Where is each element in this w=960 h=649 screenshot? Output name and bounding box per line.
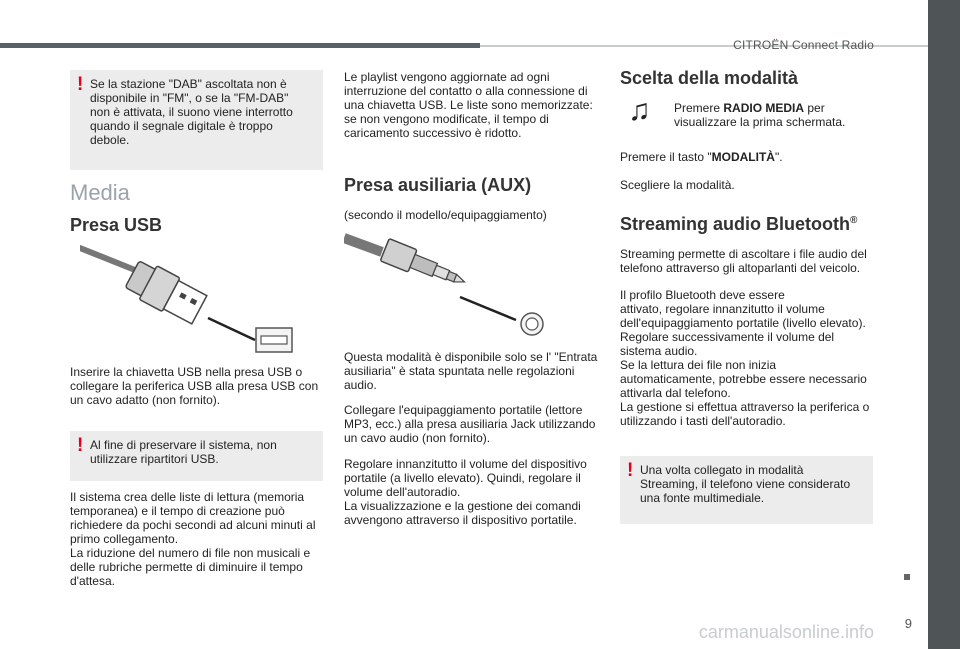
bluetooth-text-2: Il profilo Bluetooth deve essere attivato, regolare innanzitutto il volume dell'equipaggiamento portatile (livello elevato). Regolare successivamente il volume del sistema audio. Se la lettura dei file non inizia automaticamente, potrebbe essere necessario attivarla dal telefono. La gestione si effettua attraverso la periferica o utilizzando i tasti dell'autoradio. — [620, 288, 870, 428]
press-radio-media-text: Premere RADIO MEDIA per visualizzare la prima schermata. — [674, 101, 846, 129]
press-mode-key-text: Premere il tasto "MODALITÀ". — [620, 150, 783, 164]
aux-text-3: Regolare innanzitutto il volume del dispositivo portatile (a livello elevato). Quindi, regolare il volume dell'autoradio. La visualizzazione e la gestione dei comandi avvengono attraverso il dispositivo portatile. — [344, 457, 587, 527]
radio-media-key: RADIO MEDIA — [723, 101, 805, 115]
section-title-media: Media — [70, 180, 130, 205]
bluetooth-title: Streaming audio Bluetooth® — [620, 214, 858, 234]
usb-title: Presa USB — [70, 215, 163, 235]
page-marker — [904, 574, 910, 580]
warning-note-usb — [70, 431, 323, 481]
page-number: 9 — [904, 616, 912, 631]
warning-icon: ! — [77, 74, 84, 95]
bluetooth-text-1: Streaming permette di ascoltare i file audio del telefono attraverso gli altoparlanti del veicolo. — [620, 247, 867, 275]
registered-mark: ® — [850, 215, 858, 226]
choose-mode-text: Scegliere la modalità. — [620, 178, 735, 192]
page-sidebar — [928, 0, 960, 649]
warning-note-dab — [70, 70, 323, 170]
music-note-icon: ♫ — [628, 94, 651, 127]
playlist-update-text: Le playlist vengono aggiornate ad ogni interruzione del contatto o alla connessione di una chiavetta USB. Le liste sono memorizzate: se non vengono modificate, il tempo di caricamento successivo è ridotto. — [344, 70, 593, 140]
warning-text: Una volta collegato in modalità Streaming, il telefono viene considerato una fonte multimediale. — [640, 463, 851, 505]
warning-text: Se la stazione "DAB" ascoltata non è disponibile in "FM", o se la "FM-DAB" non è attivata, il suono viene interrotto quando il segnale digitale è troppo debole. — [90, 77, 293, 147]
aux-jack-illustration — [344, 228, 554, 340]
warning-note-streaming — [620, 456, 873, 524]
aux-subtitle: (secondo il modello/equipaggiamento) — [344, 208, 547, 222]
usb-text: Inserire la chiavetta USB nella presa USB o collegare la periferica USB alla presa USB con un cavo adatto (non fornito). — [70, 365, 319, 407]
warning-text: Al fine di preservare il sistema, non utilizzare ripartitori USB. — [90, 438, 277, 466]
aux-text-1: Questa modalità è disponibile solo se l' "Entrata ausiliaria" è stata spuntata nelle regolazioni audio. — [344, 350, 598, 392]
aux-title: Presa ausiliaria (AUX) — [344, 175, 532, 195]
playlist-creation-text: Il sistema crea delle liste di lettura (memoria temporanea) e il tempo di creazione può richiedere da pochi secondi ad alcuni minuti al primo collegamento. La riduzione del numero di file non musicali e delle rubriche permette di diminuire il tempo d'attesa. — [70, 490, 316, 588]
header-bar — [0, 43, 480, 48]
watermark: carmanualsonline.info — [698, 622, 874, 642]
warning-icon: ! — [627, 460, 634, 481]
mode-key: MODALITÀ — [711, 150, 775, 164]
aux-text-2: Collegare l'equipaggiamento portatile (lettore MP3, ecc.) alla presa ausiliaria Jack utilizzando un cavo audio (non fornito). — [344, 403, 596, 445]
brand-title: CITROËN Connect Radio — [733, 38, 874, 52]
warning-icon: ! — [77, 435, 84, 456]
usb-plug-illustration — [80, 240, 300, 355]
mode-title: Scelta della modalità — [620, 68, 799, 88]
